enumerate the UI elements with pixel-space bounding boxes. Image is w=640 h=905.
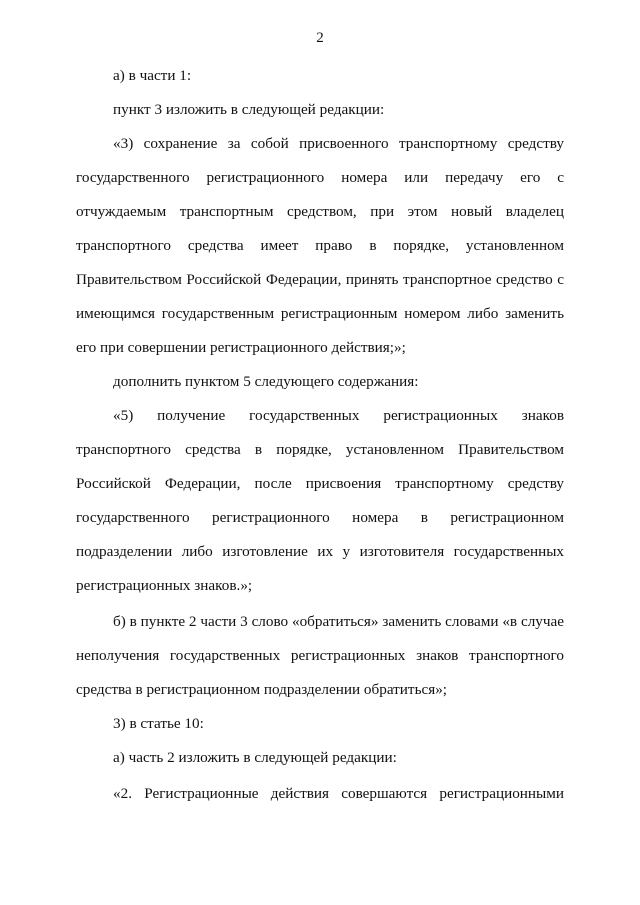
text-line: подразделении либо изготовление их у изготовителя государственных <box>76 543 564 560</box>
text-line: государственного регистрационного номера в регистрационном <box>76 509 564 526</box>
text-line: его при совершении регистрационного действия;»; <box>76 339 406 356</box>
text-line: неполучения государственных регистрационных знаков транспортного <box>76 647 564 664</box>
page-number: 2 <box>316 30 324 46</box>
text-line: а) в части 1: <box>113 67 192 84</box>
text-line: «5) получение государственных регистрационных знаков <box>113 407 564 424</box>
text-line: имеющимся государственным регистрационным номером либо заменить <box>76 305 564 322</box>
text-line: государственного регистрационного номера или передачу его с <box>76 169 564 186</box>
text-line: отчуждаемым транспортным средством, при этом новый владелец <box>76 203 564 220</box>
text-line: «2. Регистрационные действия совершаются регистрационными <box>113 785 564 802</box>
text-line: 3) в статье 10: <box>113 715 204 732</box>
text-line: б) в пункте 2 части 3 слово «обратиться» заменить словами «в случае <box>113 613 564 630</box>
text-line: транспортного средства имеет право в порядке, установленном <box>76 237 564 254</box>
text-line: а) часть 2 изложить в следующей редакции: <box>113 749 397 766</box>
text-line: дополнить пунктом 5 следующего содержания: <box>113 373 419 390</box>
text-line: регистрационных знаков.»; <box>76 577 253 594</box>
text-line: пункт 3 изложить в следующей редакции: <box>113 101 385 118</box>
text-line: Российской Федерации, после присвоения транспортному средству <box>76 475 564 492</box>
text-line: Правительством Российской Федерации, принять транспортное средство с <box>76 271 564 288</box>
text-line: транспортного средства в порядке, установленном Правительством <box>76 441 564 458</box>
text-line: средства в регистрационном подразделении обратиться»; <box>76 681 448 698</box>
text-line: «3) сохранение за собой присвоенного транспортному средству <box>113 135 564 152</box>
